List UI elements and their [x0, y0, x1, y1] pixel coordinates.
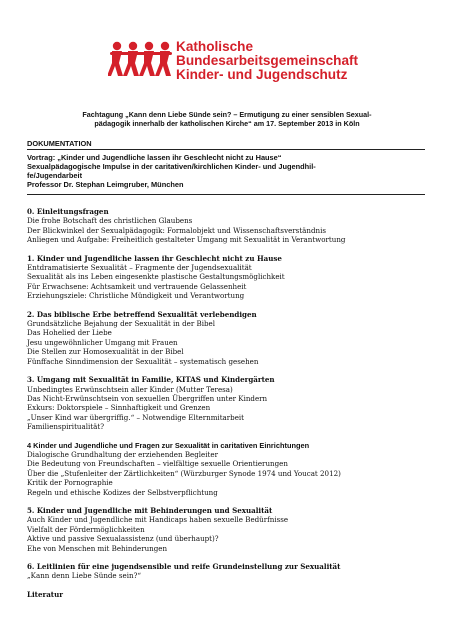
section-line: Unbedingtes Erwünschtsein aller Kinder (Mutter Teresa) — [27, 384, 233, 394]
section-heading: 4 Kinder und Jugendliche und Fragen zur Sexualität in caritativen Einrichtungen — [27, 440, 310, 450]
organization-name — [176, 40, 358, 82]
section-line: Ehe von Menschen mit Behinderungen — [27, 543, 168, 553]
section-line: Aktive und passive Sexualassistenz (und überhaupt)? — [27, 534, 219, 544]
outline-section — [27, 562, 432, 581]
section-line: Erziehungsziele: Christliche Mündigkeit und Verantwortung — [27, 291, 245, 301]
section-heading: 3. Umgang mit Sexualität in Familie, KITAS und Kindergärten — [27, 375, 275, 385]
section-line: „Kann denn Liebe Sünde sein?“ — [27, 571, 141, 581]
section-line: Die frohe Botschaft des christlichen Glaubens — [27, 216, 193, 226]
section-heading: 2. Das biblische Erbe betreffend Sexualität verlebendigen — [27, 309, 257, 319]
outline — [27, 207, 432, 599]
outline-section — [27, 375, 432, 431]
meeting-line: pädagogik innerhalb der katholischen Kirche“ am 17. September 2013 in Köln — [94, 119, 360, 128]
section-line: Regeln und ethische Kodizes der Selbstverpflichtung — [27, 487, 218, 497]
section-line: Grundsätzliche Bejahung der Sexualität in der Bibel — [27, 319, 215, 329]
section-line: Jesu ungewöhnlicher Umgang mit Frauen — [27, 337, 178, 347]
documentation-label: DOKUMENTATION — [27, 139, 92, 148]
outline-section — [27, 207, 432, 245]
section-line: Kritik der Pornographie — [27, 478, 113, 488]
section-line: Das Hohelied der Liebe — [27, 328, 112, 338]
section-line: Fünffache Sinndimension der Sexualität – systematisch gesehen — [27, 356, 259, 366]
org-line: Kinder- und Jugendschutz — [176, 67, 348, 82]
section-line: Dialogische Grundhaltung der erziehenden Begleiter — [27, 449, 218, 459]
talk-line: fe/Jugendarbeit — [27, 171, 83, 180]
outline-section — [27, 310, 432, 366]
outline-section — [27, 254, 432, 301]
section-line: Die Stellen zur Homosexualität in der Bibel — [27, 347, 184, 357]
outline-section — [27, 506, 432, 553]
outline-section — [27, 441, 432, 497]
section-line: „Unser Kind war übergriffig.“ – Notwendige Elternmitarbeit — [27, 412, 245, 422]
divider — [27, 149, 425, 150]
org-line: Katholische — [176, 39, 254, 54]
section-line: Vielfalt der Fördermöglichkeiten — [27, 524, 145, 534]
section-line: Sexualität als ins Leben eingesenkte plastische Gestaltungsmöglichkeit — [27, 272, 285, 282]
section-line: Anliegen und Aufgabe: Freiheitlich gestalteter Umgang mit Sexualität in Verantwortung — [27, 235, 346, 245]
section-line: Exkurs: Doktorspiele – Sinnhaftigkeit und Grenzen — [27, 403, 211, 413]
section-line: Entdramatisierte Sexualität – Fragmente der Jugendsexualität — [27, 263, 252, 273]
section-heading: 1. Kinder und Jugendliche lassen ihr Geschlecht nicht zu Hause — [27, 253, 282, 263]
section-heading: 0. Einleitungsfragen — [27, 207, 109, 216]
divider — [27, 194, 425, 195]
talk-block — [27, 153, 427, 189]
section-line: Die Bedeutung von Freundschaften – vielfältige sexuelle Orientierungen — [27, 459, 288, 469]
section-line: Der Blickwinkel der Sexualpädagogik: Formalobjekt und Wissenschaftsverständnis — [27, 225, 326, 235]
section-line: Über die „Stufenleiter der Zärtlichkeiten“ (Würzburger Synode 1974 und Youcat 2012) — [27, 468, 341, 478]
section-line: Das Nicht-Erwünschtsein von sexuellen Übergriffen unter Kindern — [27, 393, 268, 403]
org-line: Bundesarbeitsgemeinschaft — [176, 53, 359, 68]
talk-line: Sexualpädagogische Impulse in der caritativen/kirchlichen Kinder- und Jugendhil- — [27, 162, 316, 171]
section-heading: 5. Kinder und Jugendliche mit Behinderungen und Sexualität — [27, 505, 273, 515]
section-line: Familienspiritualität? — [27, 422, 104, 432]
section-line: Auch Kinder und Jugendliche mit Handicaps haben sexuelle Bedürfnisse — [27, 515, 289, 525]
talk-line: Vortrag: „Kinder und Jugendliche lassen ihr Geschlecht nicht zu Hause“ — [27, 153, 282, 162]
talk-line: Professor Dr. Stephan Leimgruber, München — [27, 180, 184, 189]
section-heading: 6. Leitlinien für eine jugendsensible und reife Grundeinstellung zur Sexualität — [27, 562, 341, 571]
literature-heading: Literatur — [27, 589, 63, 599]
meeting-line: Fachtagung „Kann denn Liebe Sünde sein? – Ermutigung zu einer sensiblen Sexual- — [82, 110, 372, 119]
meeting-title — [24, 110, 430, 128]
section-line: Für Erwachsene: Achtsamkeit und vertrauende Gelassenheit — [27, 281, 247, 291]
organization-logo-icon — [108, 40, 174, 78]
